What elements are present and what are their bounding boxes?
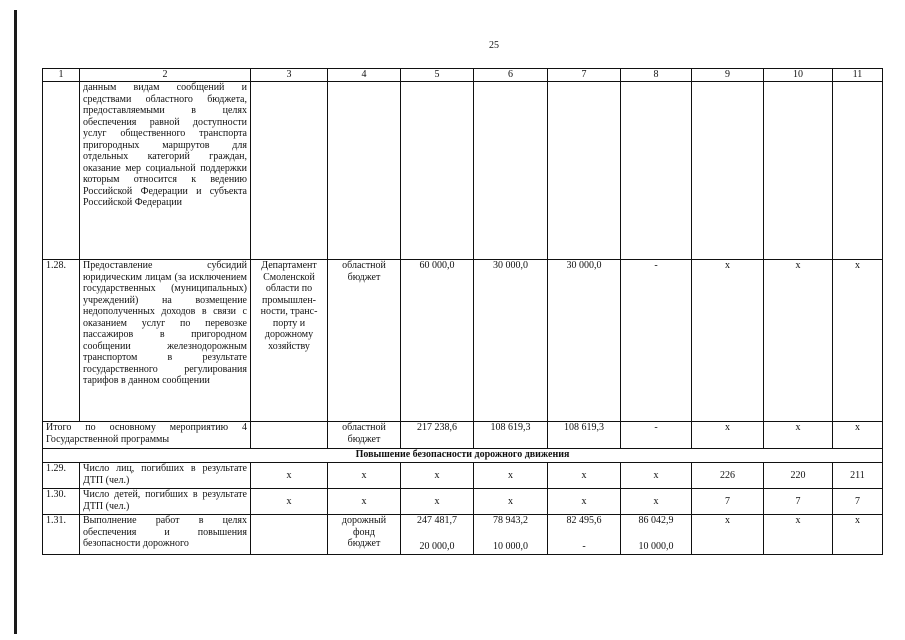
page-number: 25: [489, 40, 499, 51]
left-margin-rule: [14, 10, 17, 634]
value-primary: 247 481,7: [417, 515, 457, 526]
funding-source-cell: областной бюджет: [328, 422, 401, 449]
value-cell: x: [474, 463, 548, 489]
value-cell: x: [764, 260, 833, 422]
value-cell: x: [401, 463, 474, 489]
value-cell: 211: [833, 463, 883, 489]
value-secondary: 20 000,0: [419, 540, 455, 552]
value-cell: -: [621, 260, 692, 422]
description-cell: Число лиц, погибших в результате ДТП (чел.): [80, 463, 251, 489]
value-cell: 30 000,0: [474, 260, 548, 422]
header-cell: 6: [474, 69, 548, 82]
row-number-cell: 1.29.: [43, 463, 80, 489]
value-cell: x: [251, 489, 328, 515]
description-cell: Число детей, погибших в результате ДТП (чел.): [80, 489, 251, 515]
value-secondary: 10 000,0: [493, 540, 528, 552]
value-cell: x: [621, 489, 692, 515]
value-cell: [621, 515, 692, 555]
section-heading-row: [43, 449, 883, 463]
header-cell: 1: [43, 69, 80, 82]
header-cell: 3: [251, 69, 328, 82]
value-cell: x: [764, 515, 833, 555]
value-cell: x: [328, 463, 401, 489]
value-cell: 226: [692, 463, 764, 489]
value-cell: [548, 515, 621, 555]
value-cell: x: [833, 422, 883, 449]
value-cell: 108 619,3: [474, 422, 548, 449]
value-cell: x: [764, 422, 833, 449]
value-cell: -: [621, 422, 692, 449]
table-row-continued: [43, 82, 883, 260]
value-cell: 220: [764, 463, 833, 489]
value-cell: x: [474, 489, 548, 515]
row-number-cell: [43, 82, 80, 260]
value-cell: 108 619,3: [548, 422, 621, 449]
section-heading: Повышение безопасности дорожного движения: [43, 449, 883, 463]
value-cell: 7: [764, 489, 833, 515]
value-cell: x: [833, 515, 883, 555]
table-row-total: [43, 422, 883, 449]
header-cell: 9: [692, 69, 764, 82]
column-number-header: [43, 69, 883, 82]
table-row-1-28: [43, 260, 883, 422]
funding-source-cell: дорожный фонд бюджет: [328, 515, 401, 555]
value-cell: x: [692, 422, 764, 449]
value-secondary: 10 000,0: [638, 540, 674, 552]
row-number-cell: 1.31.: [43, 515, 80, 555]
value-cell: x: [251, 463, 328, 489]
header-cell: 7: [548, 69, 621, 82]
table-row-1-30: [43, 489, 883, 515]
header-cell: 5: [401, 69, 474, 82]
executor-cell: Департамент Смоленской области по промышлен- ности, транс- порту и дорожному хозяйству: [251, 260, 328, 422]
header-cell: 11: [833, 69, 883, 82]
value-primary: 82 495,6: [566, 515, 602, 526]
value-secondary: -: [582, 540, 586, 552]
value-cell: x: [401, 489, 474, 515]
row-number-cell: 1.30.: [43, 489, 80, 515]
value-cell: x: [548, 489, 621, 515]
value-cell: x: [621, 463, 692, 489]
value-cell: [474, 515, 548, 555]
value-cell: 217 238,6: [401, 422, 474, 449]
header-cell: 10: [764, 69, 833, 82]
header-cell: 8: [621, 69, 692, 82]
total-label-cell: Итого по основному мероприятию 4 Государственной программы: [43, 422, 251, 449]
value-cell: x: [328, 489, 401, 515]
value-primary: 78 943,2: [493, 515, 528, 526]
value-cell: x: [833, 260, 883, 422]
table-row-1-29: [43, 463, 883, 489]
value-cell: [401, 515, 474, 555]
row-number-cell: 1.28.: [43, 260, 80, 422]
value-cell: x: [692, 260, 764, 422]
description-cell: Предоставление субсидий юридическим лицам (за исключением государственных (муниципальных) учреждений) на возмещение недополученных доходов в связи с оказанием услуг по перевозке пассажиров в пригородном сообщении железнодорожным транспортом в результате государственного регулирования тарифов в данном сообщении: [80, 260, 251, 422]
value-cell: 30 000,0: [548, 260, 621, 422]
description-cell: Выполнение работ в целях обеспечения и повышения безопасности дорожного: [80, 515, 251, 555]
value-cell: x: [692, 515, 764, 555]
program-table: [42, 68, 883, 555]
value-cell: 7: [833, 489, 883, 515]
header-cell: 4: [328, 69, 401, 82]
value-cell: x: [548, 463, 621, 489]
description-cell: данным видам сообщений и средствами областного бюджета, предоставляемыми в целях обеспечения равной доступности услуг общественного транспорта пригородных маршрутов для отдельных категорий граждан, оказание мер социальной поддержки которым относится к ведению Российской Федерации и субъекта Российской Федерации: [80, 82, 251, 260]
value-cell: 60 000,0: [401, 260, 474, 422]
funding-source-cell: областной бюджет: [328, 260, 401, 422]
value-primary: 86 042,9: [638, 515, 674, 526]
value-cell: 7: [692, 489, 764, 515]
header-cell: 2: [80, 69, 251, 82]
table-row-1-31: [43, 515, 883, 555]
